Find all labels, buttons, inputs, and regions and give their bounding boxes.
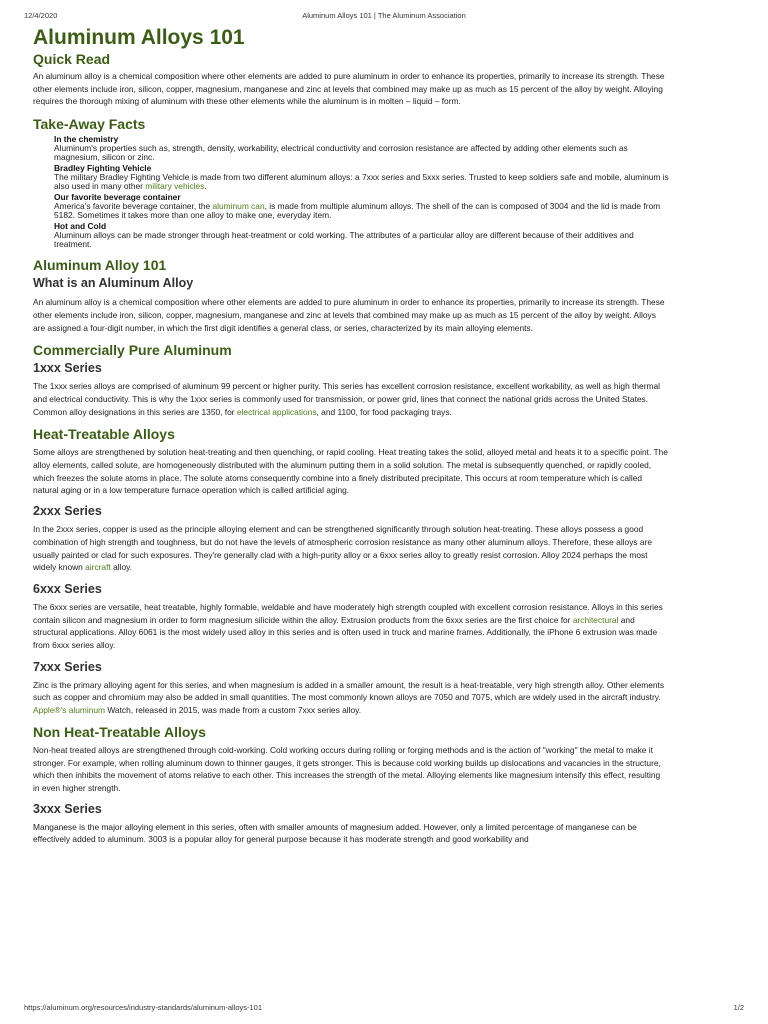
- series-text-part: alloy.: [110, 562, 133, 573]
- fact-text-part: .: [204, 181, 207, 192]
- fact-text: [54, 202, 669, 220]
- quick-read-heading: Quick Read: [33, 51, 111, 67]
- series-text-part: The 6xxx series are versatile, heat treatable, highly formable, weldable and have moderately high strength coupled with excellent corrosion resistance. Alloys in this series contain silicon and magnesium in order to form magnesium silicide within the alloy. Extrusion products from the 6xxx series are the first choice for: [33, 601, 663, 625]
- series-text-part: Watch, released in 2015, was made from a custom 7xxx series alloy.: [105, 705, 362, 716]
- non-heat-treatable-heading: Non Heat-Treatable Alloys: [33, 723, 206, 740]
- what-is-alloy-heading: What is an Aluminum Alloy: [33, 276, 194, 291]
- fact-title: Our favorite beverage container: [54, 192, 181, 203]
- print-footer: [24, 1003, 744, 1015]
- quick-read-text: An aluminum alloy is a chemical composition where other elements are added to pure aluminum in order to enhance its properties, primarily to increase its strength. These other elements include iron, silicon, copper, magnesium, manganese and zinc at levels that combined may make up as much as 15 percent of the alloy by weight. Alloying requires the thorough mixing of aluminum with these other elements while the aluminum is in molten – liquid – form.: [33, 71, 665, 107]
- series-6xxx-text: [33, 601, 669, 652]
- fact-title: In the chemistry: [54, 134, 119, 145]
- fact-item-bradley: [54, 164, 669, 191]
- pure-aluminum-heading: Commercially Pure Aluminum: [33, 342, 232, 359]
- fact-text: Aluminum alloys can be made stronger through heat-treatment or cold working. The attributes of a particular alloy are different because of their additives and treatment.: [54, 230, 634, 250]
- non-heat-treatable-text: Non-heat treated alloys are strengthened through cold-working. Cold working occurs during rolling or forging methods and is the action of "working" the metal to make it stronger. For example, when rolling aluminum down to thinner gauges, it gets stronger. This is because cold working builds up dislocations and vacancies in the structure, which then inhibits the movement of atoms relative to each other. This increases the strength of the metal. Alloying elements like magnesium intensify this effect, resulting in even higher strength.: [33, 744, 661, 793]
- fact-item-beverage: [54, 193, 669, 220]
- fact-text: [54, 173, 669, 191]
- fact-text-part: America's favorite beverage container, the: [54, 201, 213, 212]
- fact-text: Aluminum's properties such as, strength, density, workability, electrical conductivity and corrosion resistance are affected by adding other elements such as magnesium, silicon or zinc.: [54, 143, 628, 163]
- fact-title: Bradley Fighting Vehicle: [54, 163, 152, 174]
- series-1xxx-text: [33, 380, 669, 418]
- electrical-applications-link[interactable]: electrical applications: [236, 406, 317, 417]
- aluminum-can-link[interactable]: aluminum can: [212, 201, 265, 212]
- fact-title: Hot and Cold: [54, 221, 107, 232]
- apple-aluminum-link[interactable]: Apple®'s aluminum: [33, 705, 106, 716]
- fact-text-part: , is made from multiple aluminum alloys. The shell of the can is composed of 3004 and the lid is made from 5182. Sometimes it takes more than one alloy to make one, everyday item.: [54, 201, 661, 221]
- aircraft-link[interactable]: aircraft: [85, 562, 111, 573]
- fact-item-hot-cold: [54, 222, 669, 249]
- series-2xxx-text: [33, 523, 669, 574]
- what-is-alloy-text: An aluminum alloy is a chemical composition where other elements are added to pure aluminum in order to enhance its properties, primarily to increase its strength. These other elements include iron, silicon, copper, magnesium, manganese and zinc at levels that combined may make up as much as 15 percent of the alloy by weight. Alloys are assigned a four-digit number, in which the first digit identifies a general class, or series, characterized by its main alloying elements.: [33, 297, 665, 333]
- print-url: https://aluminum.org/resources/industry-standards/aluminum-alloys-101: [24, 1003, 263, 1012]
- series-6xxx-heading: 6xxx Series: [33, 581, 102, 596]
- series-text-part: , and 1100, for food packaging trays.: [316, 406, 452, 417]
- series-3xxx-text: Manganese is the major alloying element in this series, often with smaller amounts of magnesium added. However, only a limited percentage of manganese can be effectively added to aluminum. 3003 is a popular alloy for general purpose because it has moderate strength and good workability and: [33, 821, 637, 845]
- article: [33, 25, 669, 846]
- series-text-part: The 1xxx series alloys are comprised of aluminum 99 percent or higher purity. This series has excellent corrosion resistance, excellent workability, as well as high thermal and electrical conductivity. This is why the 1xxx series is commonly used for transmission, or power grid, lines that connect the national grids across the United States. Common alloy designations in this series are 1350, for: [33, 381, 661, 417]
- series-text-part: In the 2xxx series, copper is used as the principle alloying element and can be strengthened significantly through solution heat-treating. These alloys possess a good combination of high strength and toughness, but do not have the levels of atmospheric corrosion resistance as many other aluminum alloys. Therefore, these alloys are usually painted or clad for such exposures. They're generally clad with a high-purity alloy or a 6xxx series alloy to greatly resist corrosion. Alloy 2024 perhaps the most widely known: [33, 524, 653, 573]
- print-page-title: Aluminum Alloys 101 | The Aluminum Association: [302, 11, 466, 20]
- series-7xxx-text: [33, 679, 669, 717]
- architectural-link[interactable]: architectural: [572, 614, 619, 625]
- series-7xxx-heading: 7xxx Series: [33, 659, 102, 674]
- heat-treatable-heading: Heat-Treatable Alloys: [33, 426, 175, 443]
- alloy-101-heading: Aluminum Alloy 101: [33, 257, 167, 274]
- fact-text-part: The military Bradley Fighting Vehicle is made from two different aluminum alloys: a 7xxx series and 5xxx series. Trusted to keep soldiers safe and mobile, aluminum is also used in many other: [54, 172, 669, 192]
- fact-item-chemistry: [54, 135, 669, 162]
- military-vehicles-link[interactable]: military vehicles: [145, 181, 205, 192]
- series-2xxx-heading: 2xxx Series: [33, 504, 102, 519]
- page-title: Aluminum Alloys 101: [33, 26, 245, 49]
- series-text-part: Zinc is the primary alloying agent for this series, and when magnesium is added in a smaller amount, the result is a heat-treatable, very high strength alloy. Other elements such as copper and chromium may also be added in small quantities. The most commonly known alloys are 7050 and 7075, which are widely used in the aircraft industry.: [33, 679, 665, 703]
- print-header: [24, 11, 744, 23]
- series-3xxx-heading: 3xxx Series: [33, 801, 102, 816]
- takeaway-heading: Take-Away Facts: [33, 116, 146, 133]
- print-date: 12/4/2020: [24, 11, 58, 20]
- page-number: 1/2: [733, 1003, 744, 1012]
- series-1xxx-heading: 1xxx Series: [33, 361, 102, 376]
- takeaway-facts: [54, 135, 669, 249]
- series-text-part: and structural applications. Alloy 6061 is the most widely used alloy in this series and is often used in truck and marine frames. Additionally, the iPhone 6 extrusion was made from 6xxx series alloy.: [33, 614, 658, 651]
- heat-treatable-text: Some alloys are strengthened by solution heat-treating and then quenching, or rapid cooling. Heat treating takes the solid, alloyed metal and heats it to a specific point. The alloy elements, called solute, are homogeneously distributed with the aluminum putting them in a solid solution. The metal is subsequently quenched, or rapidly cooled, which freezes the solute atoms in place. The solute atoms consequently combine into a finely distributed precipitate. This occurs at room temperature which is called natural aging or in a low temperature furnace operation which is called artificial aging.: [33, 447, 668, 496]
